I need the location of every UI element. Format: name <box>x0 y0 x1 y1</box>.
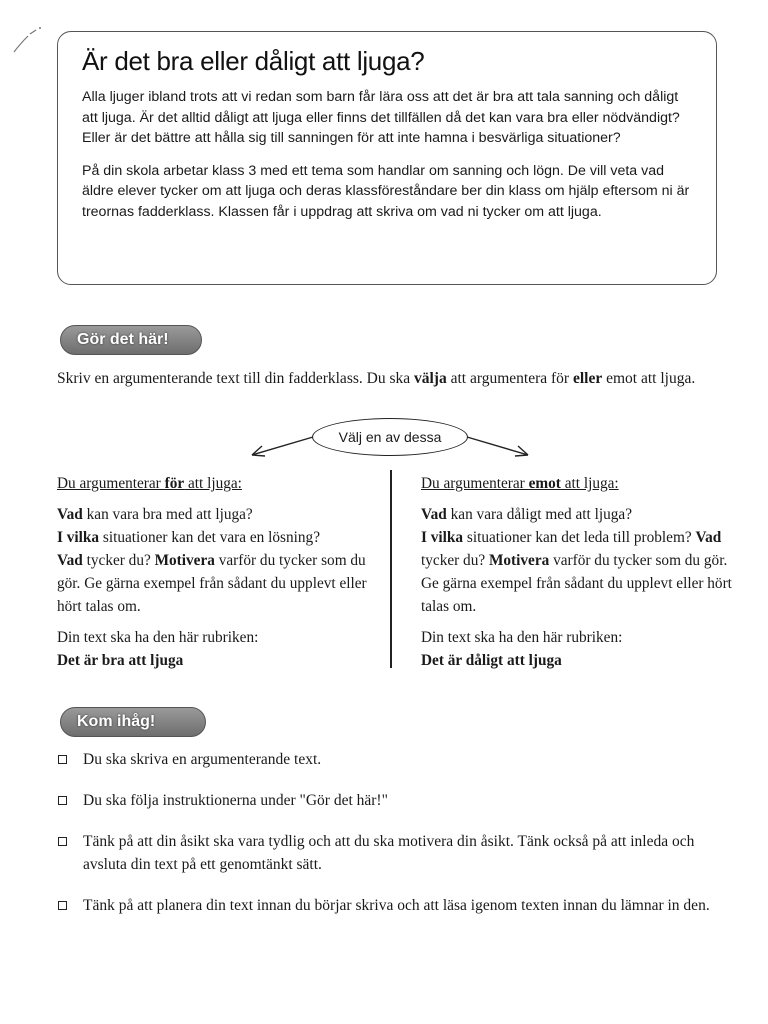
section-tag-remember: Kom ihåg! <box>60 707 206 737</box>
checkbox-bullet-icon <box>58 755 67 764</box>
column-against-heading-intro: Din text ska ha den här rubriken: <box>421 629 623 646</box>
task-instruction <box>57 368 727 390</box>
page-title: Är det bra eller dåligt att ljuga? <box>82 46 425 76</box>
pencil-mark-icon <box>6 22 56 62</box>
list-item: Du ska skriva en argumenterande text. <box>57 748 737 771</box>
intro-paragraph-2: På din skola arbetar klass 3 med ett tema som handlar om sanning och lögn. De vill veta vad äldre elever tycker om att ljuga och deras klassföreståndare ber din klass om hjälp eftersom ni är treornas fadderklass. Klassen får i uppdrag att skriva om vad ni tycker om att ljuga. <box>82 162 690 220</box>
intro-paragraph-1: Alla ljuger ibland trots att vi redan som barn får lära oss att det är bra att tala sanning och dåligt att ljuga. Är det alltid dåligt att ljuga eller finns det tillfällen då det kan vara bra eller nödvändigt? Eller är det bättre att hålla sig till sanningen för att inte hamna i besvärliga situationer? <box>82 89 680 146</box>
column-for-questions: Vad kan vara bra med att ljuga? I vilka situationer kan det vara en lösning? Vad tycker du? Motivera varför du tycker som du gör. Ge gärna exempel från sådant du upplevt eller hört talas om. <box>57 506 367 615</box>
column-divider <box>390 470 392 668</box>
column-against <box>421 472 741 672</box>
list-item: Tänk på att planera din text innan du börjar skriva och att läsa igenom texten innan du lämnar in den. <box>57 894 737 917</box>
section-tag-do-this: Gör det här! <box>60 325 202 355</box>
column-for-heading-intro: Din text ska ha den här rubriken: <box>57 629 259 646</box>
column-against-questions: Vad kan vara dåligt med att ljuga? I vilka situationer kan det leda till problem? Vad tycker du? Motivera varför du tycker som du gör. Ge gärna exempel från sådant du upplevt eller hört talas om. <box>421 506 732 615</box>
intro-box <box>57 31 717 285</box>
arrow-left-icon <box>252 437 313 455</box>
column-for-heading: Du argumenterar för att ljuga: <box>57 475 242 492</box>
list-item: Tänk på att din åsikt ska vara tydlig och att du ska motivera din åsikt. Tänk också på att inleda och avsluta din text på ett genomtänkt sätt. <box>57 830 737 876</box>
choose-one-ellipse: Välj en av dessa <box>312 418 468 456</box>
column-against-title: Det är dåligt att ljuga <box>421 652 562 669</box>
column-against-heading: Du argumenterar emot att ljuga: <box>421 475 619 492</box>
checkbox-bullet-icon <box>58 837 67 846</box>
task-text: Skriv en argumenterande text till din fadderklass. Du ska välja att argumentera för eller emot att ljuga. <box>57 370 696 387</box>
checkbox-bullet-icon <box>58 901 67 910</box>
column-for <box>57 472 382 672</box>
reminder-list <box>57 748 737 935</box>
arrow-right-icon <box>467 437 528 455</box>
checkbox-bullet-icon <box>58 796 67 805</box>
list-item: Du ska följa instruktionerna under "Gör det här!" <box>57 789 737 812</box>
column-for-title: Det är bra att ljuga <box>57 652 184 669</box>
